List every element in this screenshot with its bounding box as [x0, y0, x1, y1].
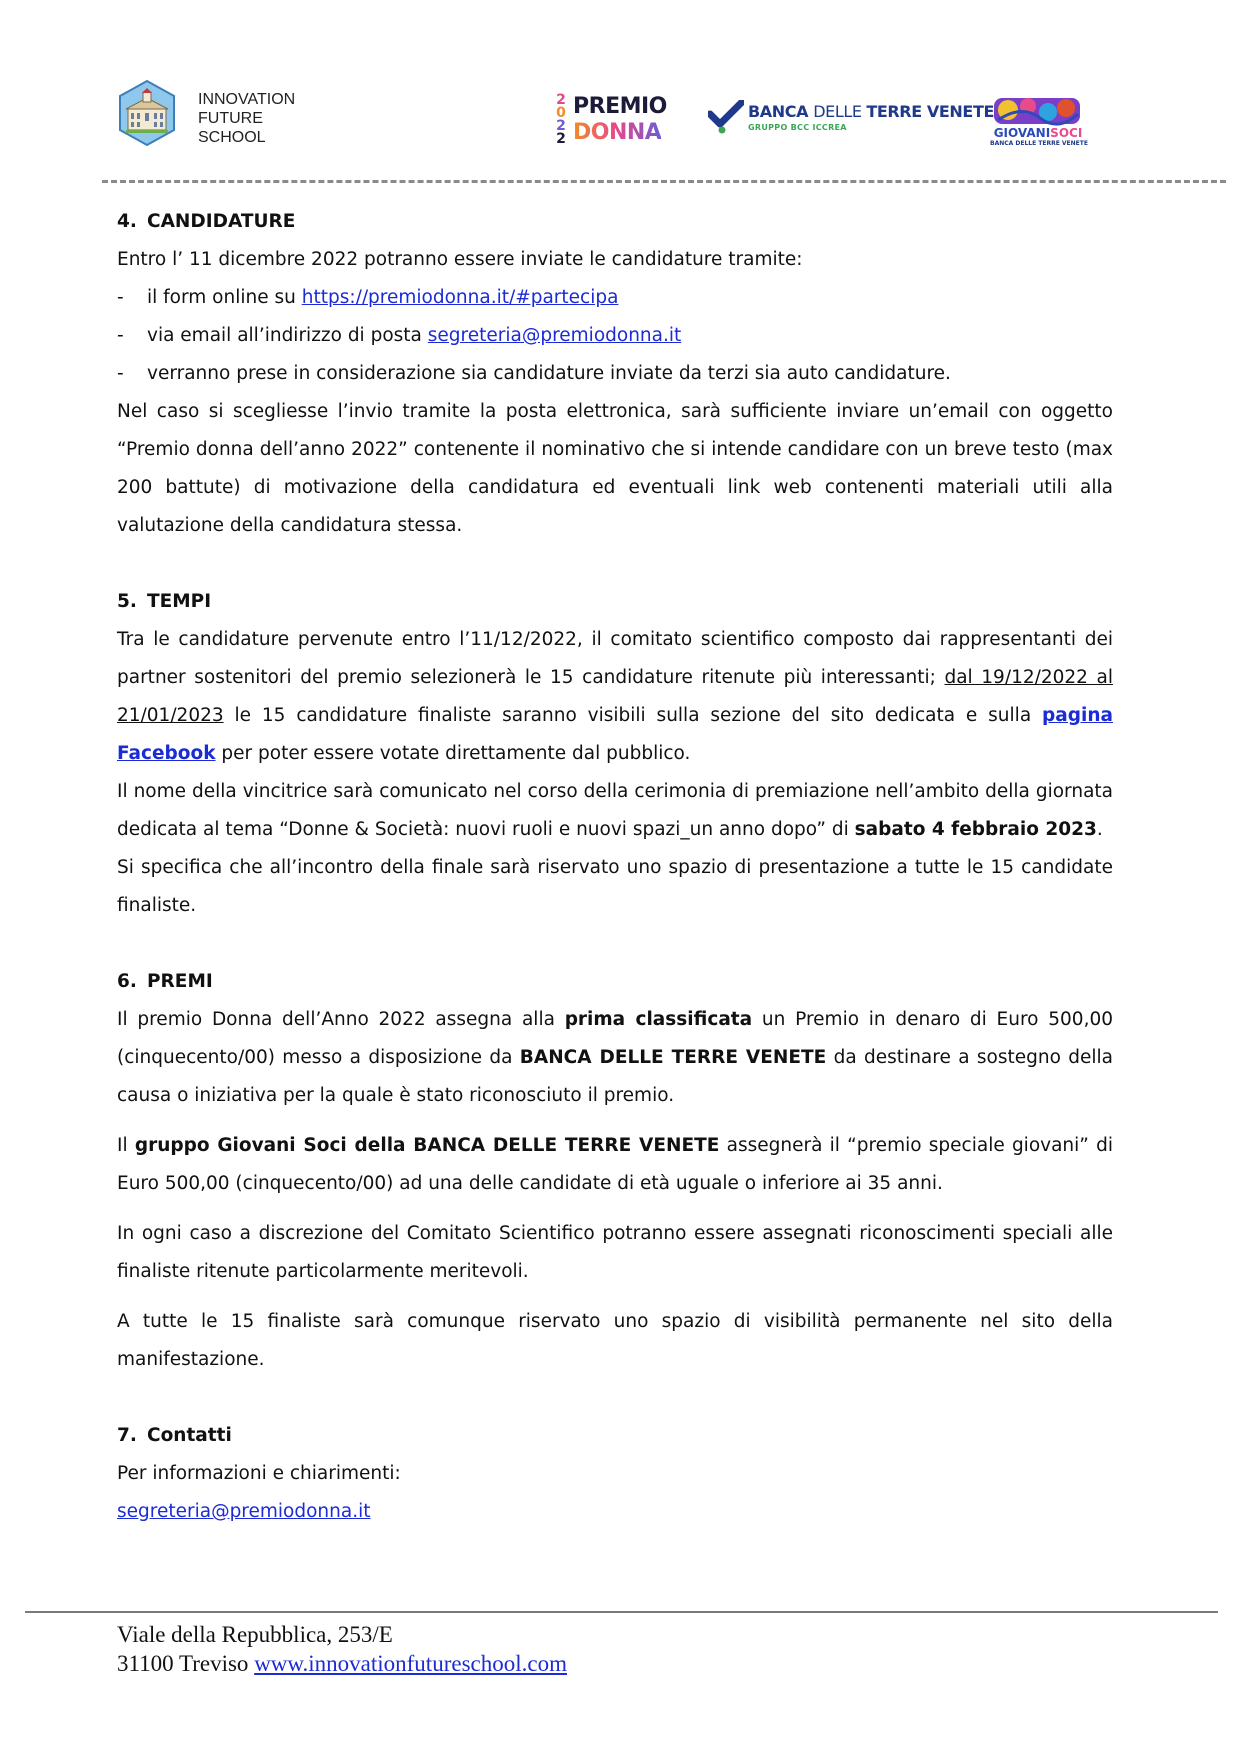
- section-number: 6.: [117, 971, 137, 992]
- bank-name-part: TERRE VENETE: [866, 102, 994, 121]
- text-run: Tra le candidature pervenute entro l’11/12/2022, il comitato scientifico composto dai rappresentanti dei partner sostenitori del premio selezionerà le 15 candidature ritenute più interessanti;: [117, 629, 1113, 688]
- bold-text: gruppo Giovani Soci della BANCA DELLE TERRE VENETE: [134, 1135, 720, 1156]
- section-spacer: [117, 545, 1113, 583]
- footer-city-line: [117, 1649, 567, 1678]
- school-name-line: FUTURE: [198, 110, 263, 127]
- footer-city: 31100 Treviso: [117, 1651, 255, 1676]
- section-number: 4.: [117, 211, 137, 232]
- section-heading-tempi: [117, 583, 1113, 621]
- paragraph-spacer: [117, 1291, 1113, 1303]
- list-item-text: [147, 279, 618, 317]
- donna-word: DONNA: [573, 120, 662, 145]
- bank-name-part: DELLE: [813, 102, 867, 121]
- soci-word: SOCI: [1050, 126, 1083, 140]
- footer-divider: [25, 1611, 1218, 1613]
- paragraph: [117, 1127, 1113, 1203]
- text-run: Il nome della vincitrice sarà comunicato nel corso della cerimonia di premiazione nell’ambito della giornata dedicata al tema “Donne & Società: nuovi ruoli e nuovi spazi_un anno dopo” di: [117, 781, 1113, 840]
- section-heading-candidature: [117, 203, 1113, 241]
- bullet-dash: -: [117, 363, 124, 384]
- paragraph: Nel caso si scegliesse l’invio tramite la posta elettronica, sarà sufficiente inviare un’email con oggetto “Premio donna dell’anno 2022” contenente il nominativo che si intende candidare con un breve testo (max 200 battute) di motivazione della candidatura ed eventuali link web contenenti materiali utili alla valutazione della candidatura stessa.: [117, 401, 1113, 536]
- giovani-soci-subtitle: BANCA DELLE TERRE VENETE: [990, 140, 1088, 147]
- banca-terre-venete-logo: [708, 98, 994, 140]
- bank-name-part: BANCA: [748, 102, 814, 121]
- paragraph: [117, 621, 1113, 773]
- school-name: [198, 90, 295, 147]
- text-run: per poter essere votate direttamente dal pubblico.: [215, 743, 691, 764]
- checkmark-icon: [708, 100, 744, 134]
- event-date: sabato 4 febbraio 2023: [854, 819, 1097, 840]
- section-heading-contatti: [117, 1417, 1113, 1455]
- section-heading-premi: [117, 963, 1113, 1001]
- premio-word: PREMIO: [573, 94, 667, 119]
- school-name-line: INNOVATION: [198, 91, 296, 108]
- paragraph: Entro l’ 11 dicembre 2022 potranno essere inviate le candidature tramite:: [117, 249, 803, 270]
- email-link[interactable]: segreteria@premiodonna.it: [427, 325, 682, 346]
- school-name-line: SCHOOL: [198, 129, 266, 146]
- bank-subtitle: GRUPPO BCC ICCREA: [748, 123, 847, 132]
- giovani-soci-title: [990, 126, 1086, 140]
- section-spacer: [117, 925, 1113, 963]
- list-item-label: il form online su: [147, 287, 302, 308]
- year-digit: 0: [556, 105, 566, 121]
- bullet-dash: -: [117, 287, 124, 308]
- facebook-page-link[interactable]: pagina Facebook: [117, 705, 1113, 764]
- premio-donna-year: [553, 94, 569, 146]
- document-body: [117, 203, 1113, 1531]
- paragraph: Si specifica che all’incontro della finale sarà riservato uno spazio di presentazione a tutte le 15 candidate finaliste.: [117, 857, 1113, 916]
- paragraph: [117, 1001, 1113, 1115]
- section-title: CANDIDATURE: [147, 211, 296, 232]
- text-run: Il premio Donna dell’Anno 2022 assegna alla: [117, 1009, 565, 1030]
- text-run: .: [1096, 819, 1103, 840]
- paragraph: [117, 1493, 1113, 1531]
- paragraph-spacer: [117, 1203, 1113, 1215]
- section-spacer: [117, 1379, 1113, 1417]
- giovani-word: GIOVANI: [993, 126, 1051, 140]
- paragraph-spacer: [117, 1115, 1113, 1127]
- page-header: [0, 0, 1241, 180]
- list-item-label: via email all’indirizzo di posta: [147, 325, 428, 346]
- section-title: Contatti: [147, 1425, 232, 1446]
- bold-text: prima classificata: [564, 1009, 753, 1030]
- year-digit: 2: [556, 131, 566, 147]
- partecipa-link[interactable]: https://premiodonna.it/#partecipa: [301, 287, 619, 308]
- bullet-dash: -: [117, 325, 124, 346]
- text-run: da destinare a sostegno della causa o iniziativa per la quale è stato riconosciuto il premio.: [117, 1047, 1113, 1106]
- year-digit: 2: [556, 118, 566, 134]
- paragraph: Per informazioni e chiarimenti:: [117, 1463, 401, 1484]
- header-divider: [102, 180, 1226, 183]
- innovation-future-school-logo: [118, 80, 176, 146]
- giovani-soci-logo: [990, 96, 1086, 148]
- text-run: un Premio in denaro di Euro 500,00 (cinquecento/00) messo a disposizione da: [117, 1009, 1113, 1068]
- footer-address: Viale della Repubblica, 253/E: [117, 1622, 393, 1647]
- paragraph: In ogni caso a discrezione del Comitato Scientifico potranno essere assegnati riconoscimenti speciali alle finaliste ritenute particolarmente meritevoli.: [117, 1223, 1113, 1282]
- bold-text: BANCA DELLE TERRE VENETE: [519, 1047, 827, 1068]
- premio-donna-logo: [553, 92, 667, 147]
- giovani-soci-artwork-icon: [992, 96, 1082, 126]
- website-link[interactable]: www.innovationfutureschool.com: [254, 1651, 567, 1676]
- text-run: le 15 candidature finaliste saranno visibili sulla sezione del sito dedicata e sulla: [223, 705, 1043, 726]
- list-item: [117, 317, 1113, 355]
- list-item: [117, 355, 1113, 393]
- section-title: TEMPI: [147, 591, 212, 612]
- contact-email-link[interactable]: segreteria@premiodonna.it: [117, 1501, 371, 1522]
- dates-underlined: dal 19/12/2022 al 21/01/2023: [117, 667, 1113, 726]
- text-run: Il: [117, 1135, 135, 1156]
- section-title: PREMI: [147, 971, 213, 992]
- page-footer: [117, 1620, 567, 1678]
- section-number: 7.: [117, 1425, 137, 1446]
- list-item-text: [147, 317, 681, 355]
- paragraph: A tutte le 15 finaliste sarà comunque riservato uno spazio di visibilità permanente nel sito della manifestazione.: [117, 1311, 1113, 1370]
- year-digit: 2: [556, 92, 566, 108]
- list-item-text: verranno prese in considerazione sia candidature inviate da terzi sia auto candidature.: [147, 363, 951, 384]
- list-item: [117, 279, 1113, 317]
- section-number: 5.: [117, 591, 137, 612]
- text-run: assegnerà il “premio speciale giovani” di Euro 500,00 (cinquecento/00) ad una delle candidate di età uguale o inferiore ai 35 anni.: [117, 1135, 1113, 1194]
- bank-name: [748, 102, 994, 121]
- paragraph: [117, 773, 1113, 849]
